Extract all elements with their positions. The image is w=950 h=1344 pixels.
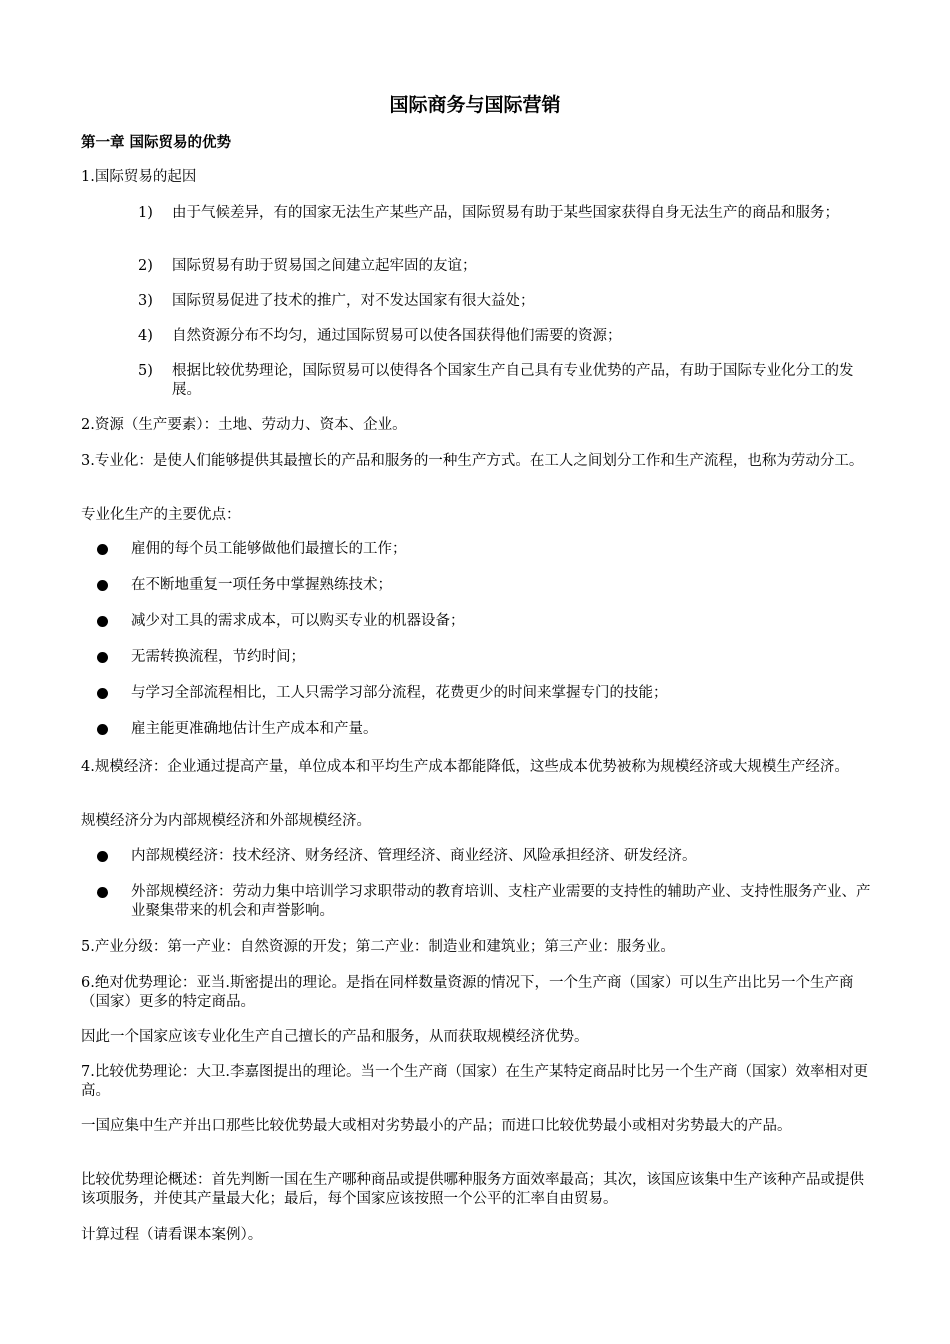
section-6-paragraph: 6.绝对优势理论：亚当.斯密提出的理论。是指在同样数量资源的情况下，一个生产商（国家）可以生产出比另一个生产商（国家）更多的特定商品。 (81, 975, 854, 1010)
document-title: 国际商务与国际营销 (389, 94, 561, 116)
list-item-number: 3) (138, 293, 153, 309)
bullet-icon (97, 851, 108, 862)
bullet-text: 雇佣的每个员工能够做他们最擅长的工作； (131, 541, 407, 557)
section-1-heading: 1.国际贸易的起因 (81, 169, 197, 185)
list-item-number: 5) (138, 363, 153, 379)
bullet-text: 外部规模经济：劳动力集中培训学习求职带动的教育培训、支柱产业需要的支持性的辅助产业、支持性服务产业、产业聚集带来的机会和声誉影响。 (131, 884, 871, 919)
bullet-icon (97, 887, 108, 898)
bullet-icon (97, 616, 108, 627)
bullet-icon (97, 544, 108, 555)
list-item-text: 国际贸易促进了技术的推广，对不发达国家有很大益处； (172, 293, 535, 309)
bullet-icon (97, 580, 108, 591)
bullet-icon (97, 688, 108, 699)
section-7-paragraph: 7.比较优势理论：大卫.李嘉图提出的理论。当一个生产商（国家）在生产某特定商品时比另一个生产商（国家）效率相对更高。 (81, 1064, 868, 1099)
list-item-text: 自然资源分布不均匀，通过国际贸易可以使各国获得他们需要的资源； (172, 328, 622, 344)
bullet-text: 雇主能更准确地估计生产成本和产量。 (131, 721, 378, 737)
bullet-text: 在不断地重复一项任务中掌握熟练技术； (131, 577, 392, 593)
list-item-text: 根据比较优势理论，国际贸易可以使得各个国家生产自己具有专业优势的产品，有助于国际专业化分工的发展。 (172, 363, 854, 398)
bullet-icon (97, 652, 108, 663)
section-3-subheading: 专业化生产的主要优点： (81, 507, 241, 523)
section-4-subheading: 规模经济分为内部规模经济和外部规模经济。 (81, 813, 371, 829)
list-item-number: 4) (138, 328, 153, 344)
list-item-text: 由于气候差异，有的国家无法生产某些产品，国际贸易有助于某些国家获得自身无法生产的商品和服务； (172, 205, 839, 221)
chapter-heading: 第一章 国际贸易的优势 (81, 135, 232, 151)
section-3-paragraph: 3.专业化：是使人们能够提供其最擅长的产品和服务的一种生产方式。在工人之间划分工作和生产流程，也称为劳动分工。 (81, 453, 864, 469)
list-item-number: 1) (138, 205, 153, 221)
bullet-text: 减少对工具的需求成本，可以购买专业的机器设备； (131, 613, 465, 629)
list-item-text: 国际贸易有助于贸易国之间建立起牢固的友谊； (172, 258, 477, 274)
section-2-paragraph: 2.资源（生产要素）：土地、劳动力、资本、企业。 (81, 417, 407, 433)
bullet-text: 与学习全部流程相比，工人只需学习部分流程，花费更少的时间来掌握专门的技能； (131, 685, 668, 701)
section-7-paragraph-3: 比较优势理论概述：首先判断一国在生产哪种商品或提供哪种服务方面效率最高；其次，该国应该集中生产该种产品或提供该项服务，并使其产量最大化；最后，每个国家应该按照一个公平的汇率自由贸易。 (81, 1172, 864, 1207)
section-7-paragraph-4: 计算过程（请看课本案例）。 (81, 1227, 263, 1243)
section-5-paragraph: 5.产业分级：第一产业：自然资源的开发；第二产业：制造业和建筑业；第三产业：服务业。 (81, 939, 675, 955)
list-item-number: 2) (138, 258, 153, 274)
bullet-icon (97, 724, 108, 735)
bullet-text: 内部规模经济：技术经济、财务经济、管理经济、商业经济、风险承担经济、研发经济。 (131, 848, 697, 864)
section-6-conclusion: 因此一个国家应该专业化生产自己擅长的产品和服务，从而获取规模经济优势。 (81, 1029, 589, 1045)
section-7-paragraph-2: 一国应集中生产并出口那些比较优势最大或相对劣势最小的产品；而进口比较优势最小或相对劣势最大的产品。 (81, 1118, 792, 1134)
bullet-text: 无需转换流程，节约时间； (131, 649, 305, 665)
section-4-paragraph: 4.规模经济：企业通过提高产量，单位成本和平均生产成本都能降低，这些成本优势被称为规模经济或大规模生产经济。 (81, 759, 849, 775)
